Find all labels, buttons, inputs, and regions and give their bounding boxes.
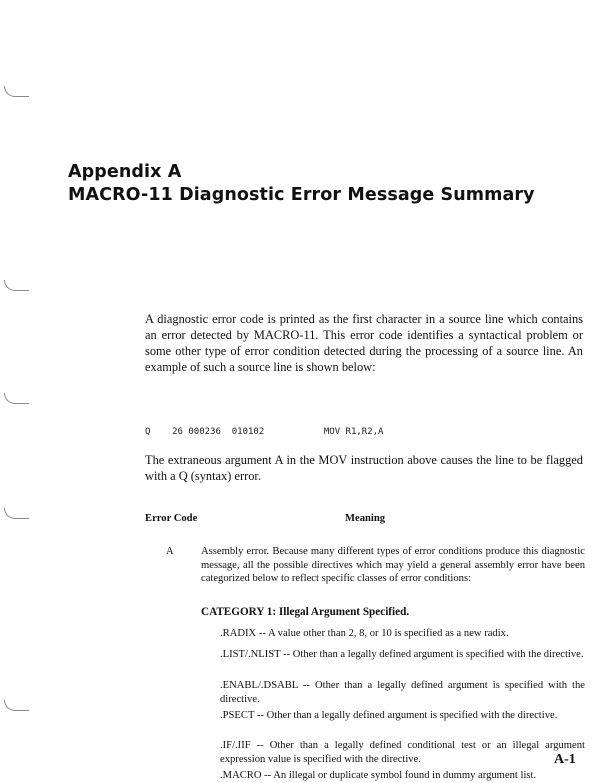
- column-header-error-code: Error Code: [145, 513, 198, 524]
- error-code: Q: [145, 427, 151, 437]
- line-number: 26: [172, 427, 183, 437]
- directive-item: .ENABL/.DSABL -- Other than a legally defined argument is specified with the directive.: [220, 680, 585, 705]
- category-heading: CATEGORY 1: Illegal Argument Specified.: [201, 606, 410, 618]
- directive-item: .LIST/.NLIST -- Other than a legally defined argument is specified with the directive.: [220, 649, 584, 660]
- example-source-line: [145, 427, 383, 437]
- directive-item: .PSECT -- Other than a legally defined argument is specified with the directive.: [220, 710, 558, 721]
- column-header-meaning: Meaning: [345, 513, 386, 524]
- scan-artifact: [4, 86, 29, 97]
- error-code-A: A: [166, 546, 174, 557]
- directive-item: .RADIX -- A value other than 2, 8, or 10 is specified as a new radix.: [220, 628, 509, 639]
- intro-paragraph: A diagnostic error code is printed as the first character in a source line which contains an error detected by MACRO-11. This error code identifies a syntactical problem or some other type of error condition detected during the processing of a source line. An example of such a source line is shown below:: [145, 312, 583, 374]
- explanation-paragraph: The extraneous argument A in the MOV instruction above causes the line to be flagged with a Q (syntax) error.: [145, 453, 583, 483]
- source-statement: MOV R1,R2,A: [323, 427, 384, 437]
- word: 010102: [231, 427, 265, 437]
- appendix-label: Appendix A: [68, 162, 182, 182]
- error-meaning-A: Assembly error. Because many different types of error conditions produce this diagnostic message, all the possible directives which may yield a general assembly error have been categorized below to reflect specific classes of error conditions:: [201, 546, 585, 584]
- page-number: A-1: [554, 752, 576, 767]
- scan-artifact: [4, 393, 29, 404]
- address: 000236: [188, 427, 221, 437]
- scan-artifact: [4, 508, 29, 519]
- directive-item: .MACRO -- An illegal or duplicate symbol found in dummy argument list.: [220, 770, 537, 781]
- scan-artifact: [4, 280, 29, 291]
- directive-item: .IF/.IIF -- Other than a legally defined conditional test or an illegal argument expression value is specified with the directive.: [220, 740, 585, 765]
- page-title: MACRO-11 Diagnostic Error Message Summary: [68, 185, 535, 205]
- scan-artifact: [4, 700, 29, 711]
